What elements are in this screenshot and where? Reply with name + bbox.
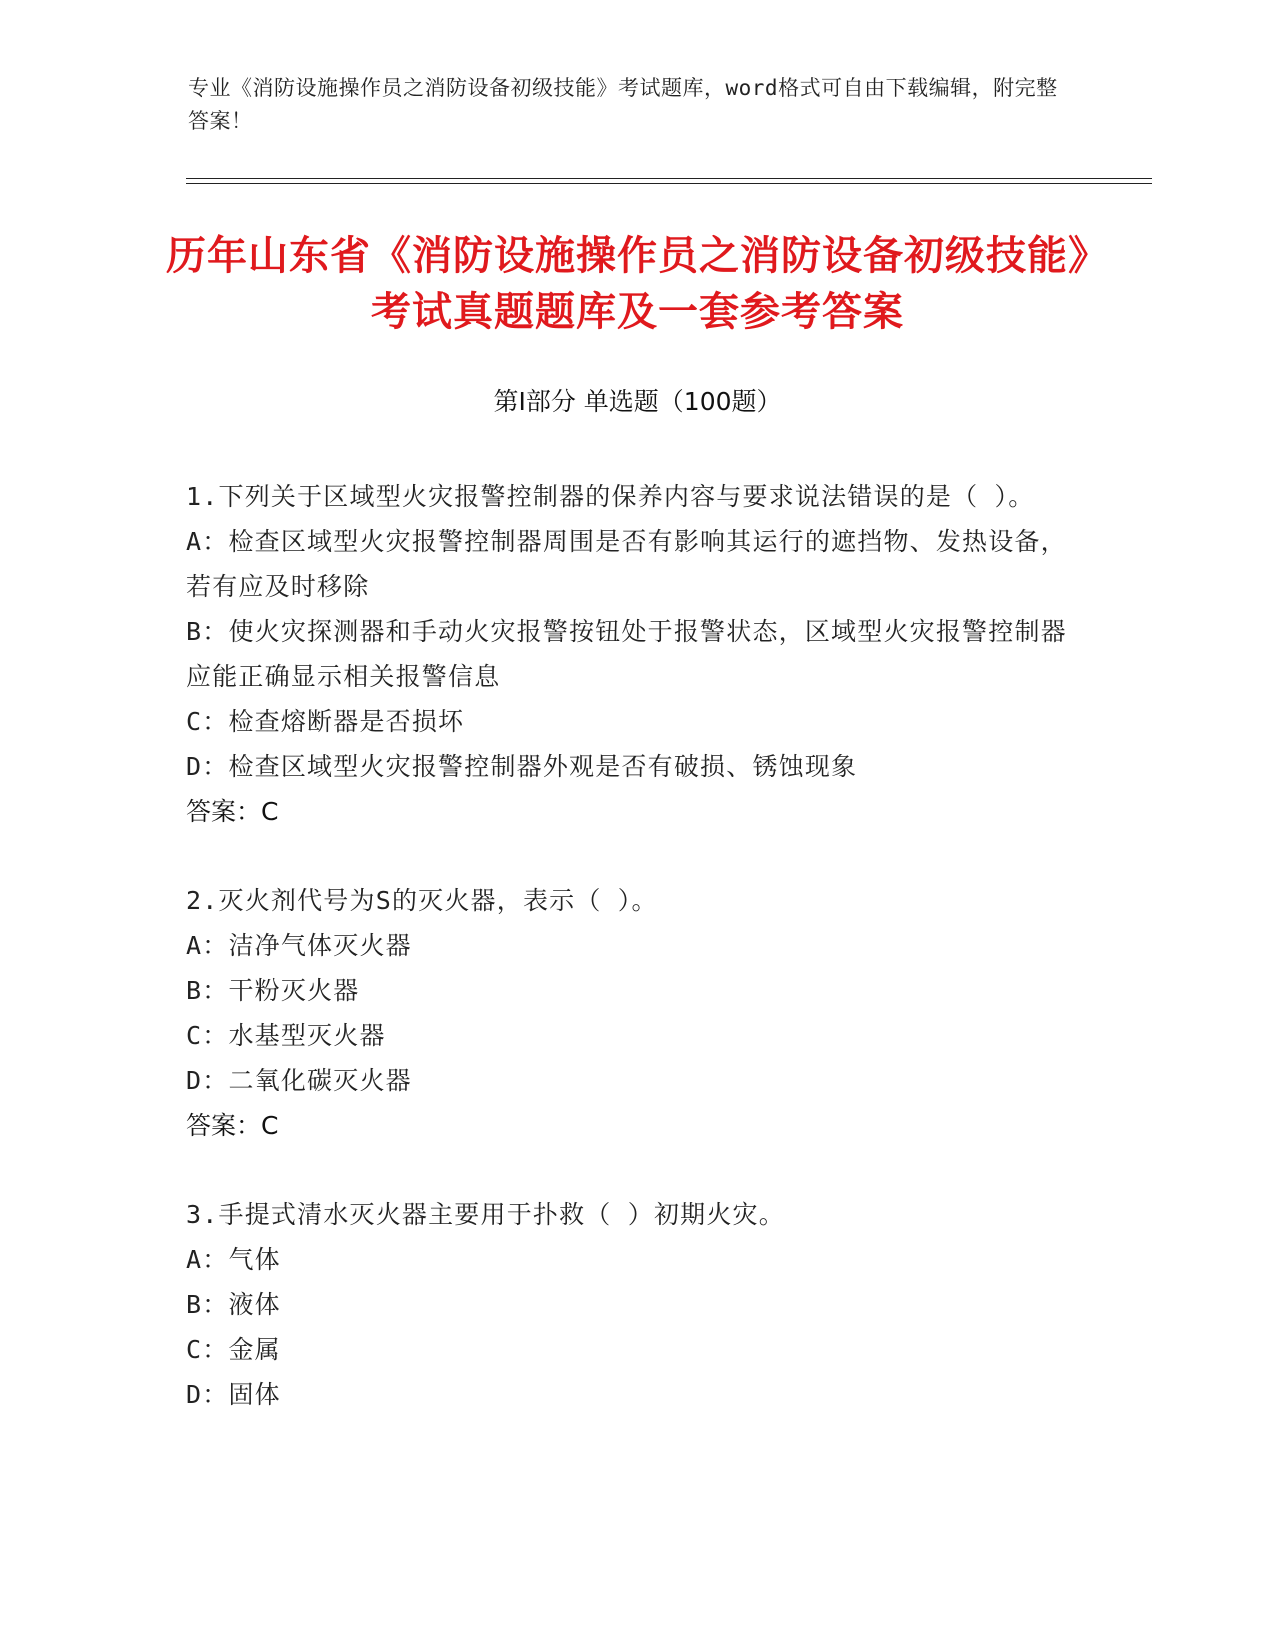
page-title: 历年山东省《消防设施操作员之消防设备初级技能》考试真题题库及一套参考答案 — [166, 233, 1109, 335]
question-list — [186, 474, 1076, 1461]
header-rule-top — [186, 178, 1152, 179]
question-3 — [186, 1192, 1076, 1417]
question-stem: 1.下列关于区域型火灾报警控制器的保养内容与要求说法错误的是（ ）。 — [186, 482, 1035, 511]
question-2 — [186, 878, 1076, 1148]
option-d: D：检查区域型火灾报警控制器外观是否有破损、锈蚀现象 — [186, 752, 858, 781]
option-c: C：金属 — [186, 1335, 281, 1364]
option-d: D：固体 — [186, 1380, 281, 1409]
answer-label: 答案：C — [186, 797, 279, 826]
option-a: A：检查区域型火灾报警控制器周围是否有影响其运行的遮挡物、发热设备，若有应及时移除 — [186, 527, 1067, 601]
header-note: 专业《消防设施操作员之消防设备初级技能》考试题库，word格式可自由下载编辑，附完整答案！ — [188, 76, 1058, 133]
option-b: B：使火灾探测器和手动火灾报警按钮处于报警状态，区域型火灾报警控制器应能正确显示相关报警信息 — [186, 617, 1067, 691]
option-b: B：液体 — [186, 1290, 281, 1319]
question-1 — [186, 474, 1076, 834]
question-stem: 3.手提式清水灭火器主要用于扑救（ ）初期火灾。 — [186, 1200, 785, 1229]
option-b: B：干粉灭火器 — [186, 976, 360, 1005]
section-title: 第Ⅰ部分 单选题（100题） — [493, 387, 782, 416]
option-c: C：水基型灭火器 — [186, 1021, 386, 1050]
answer-label: 答案：C — [186, 1111, 279, 1140]
question-stem: 2.灭火剂代号为S的灭火器，表示（ ）。 — [186, 886, 658, 915]
header-rule-bottom — [186, 183, 1152, 184]
option-d: D：二氧化碳灭火器 — [186, 1066, 412, 1095]
option-a: A：洁净气体灭火器 — [186, 931, 412, 960]
option-a: A：气体 — [186, 1245, 281, 1274]
option-c: C：检查熔断器是否损坏 — [186, 707, 465, 736]
